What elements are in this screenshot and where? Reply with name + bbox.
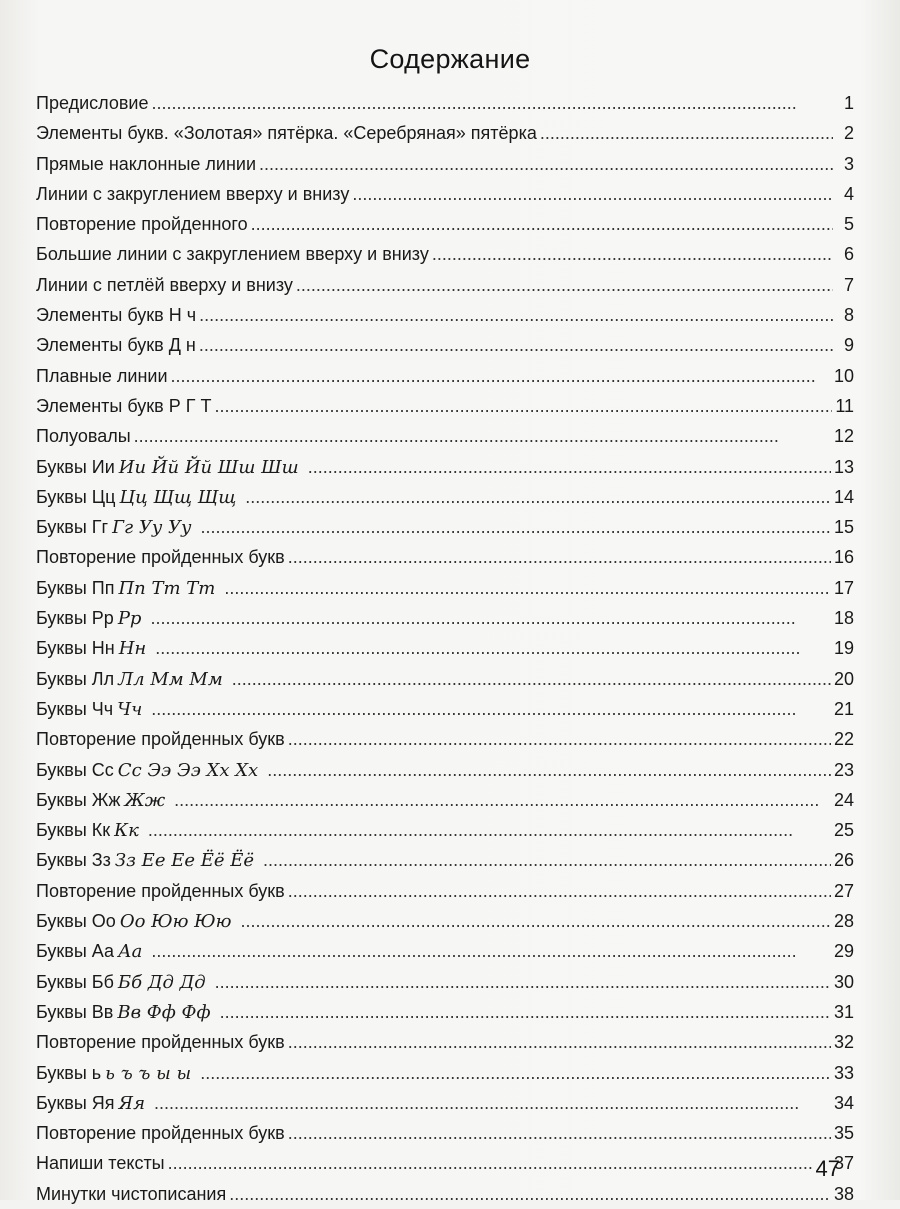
toc-entry-page: 28 [833,911,854,932]
toc-entry-title: Буквы Цц [36,486,116,507]
toc-entry-script-letters: Рр [117,608,142,630]
page-title: Содержание [369,44,531,74]
toc-entry [36,845,854,875]
toc-entry-title: Элементы букв. «Золотая» пятёрка. «Серебряная» пятёрка [36,123,537,144]
toc-entry-page: 5 [843,214,854,235]
toc-entry-page: 2 [843,123,854,144]
toc-entry-title: Буквы Жж [36,789,121,810]
toc-dot-leader [296,270,833,300]
toc-dot-leader [540,118,833,148]
toc-dot-leader [200,512,831,542]
toc-entry-title: Большие линии с закруглением вверху и внизу [36,244,429,265]
toc-entry [36,664,854,694]
toc-dot-leader [232,664,831,694]
toc-entry-title: Повторение пройденных букв [36,880,285,901]
toc-entry-title: Элементы букв Д н [36,335,196,356]
toc-entry [36,724,854,754]
toc-entry-page: 16 [833,547,854,568]
toc-entry [36,1027,854,1057]
toc-entry-page: 19 [833,638,854,659]
toc-dot-leader [214,391,832,421]
toc-entry-page: 12 [833,426,854,447]
toc-entry-page: 24 [833,789,854,810]
toc-entry-page: 14 [833,486,854,507]
toc-entry-page: 26 [833,850,854,871]
toc-entry [36,1088,854,1118]
toc-dot-leader [171,361,831,391]
toc-entry-script-letters: Нн [118,638,147,660]
toc-entry-title: Буквы Чч [36,698,114,719]
toc-entry [36,118,854,148]
toc-entry [36,1118,854,1148]
toc-dot-leader [288,542,831,572]
toc-entry-page: 23 [833,759,854,780]
toc-entry-page: 17 [833,577,854,598]
toc-entry [36,906,854,936]
toc-entry [36,815,854,845]
toc-entry-title: Повторение пройденных букв [36,1123,285,1144]
toc-entry [36,88,854,118]
toc-entry-title: Повторение пройденных букв [36,729,285,750]
toc-entry-page: 35 [833,1123,854,1144]
toc-entry-page: 8 [843,305,854,326]
toc-dot-leader [220,997,831,1027]
toc-entry-page: 7 [843,274,854,295]
toc-entry [36,512,854,542]
toc-entry [36,997,854,1027]
toc-dot-leader [199,300,833,330]
toc-dot-leader [245,482,831,512]
toc-entry-page: 38 [833,1183,854,1204]
toc-entry-title: Буквы Бб [36,971,114,992]
toc-entry-title: Повторение пройденных букв [36,1032,285,1053]
toc-dot-leader [224,573,831,603]
toc-dot-leader [308,452,831,482]
toc-entry-title: Буквы Оо [36,911,116,932]
toc-entry-page: 18 [833,608,854,629]
toc-entry-title: Буквы Лл [36,668,115,689]
toc-dot-leader [134,421,831,451]
toc-entry-page: 34 [833,1092,854,1113]
toc-entry-title: Напиши тексты [36,1153,165,1174]
toc-entry [36,573,854,603]
toc-dot-leader [215,967,831,997]
toc-entry [36,633,854,663]
toc-entry [36,936,854,966]
toc-dot-leader [251,209,833,239]
toc-entry-page: 11 [835,395,854,416]
toc-entry-script-letters: Жж [124,789,166,811]
toc-entry [36,149,854,179]
toc-entry-page: 6 [843,244,854,265]
toc-entry-page: 9 [843,335,854,356]
toc-dot-leader [288,1118,831,1148]
toc-entry-title: Буквы Рр [36,608,114,629]
toc-dot-leader [150,603,831,633]
toc-entry-title: Буквы Вв [36,1001,114,1022]
toc-entry [36,1148,854,1178]
toc-entry-page: 13 [833,456,854,477]
toc-entry [36,1179,854,1209]
toc-dot-leader [259,149,833,179]
toc-entry-page: 21 [833,698,854,719]
toc-entry-script-letters: Чч [117,698,143,720]
toc-entry-title: Линии с петлёй вверху и внизу [36,274,293,295]
toc-entry-page: 4 [843,183,854,204]
toc-dot-leader [151,694,831,724]
page-number: 47 [815,1156,840,1181]
toc-entry-title: Повторение пройденных букв [36,547,285,568]
toc-entry-page: 27 [833,880,854,901]
toc-dot-leader [263,845,831,875]
toc-entry-title: Буквы ь [36,1062,102,1083]
toc-entry [36,482,854,512]
toc-entry-script-letters: Сс Ээ Ээ Хх Хх [117,759,259,781]
toc-entry [36,391,854,421]
toc-entry [36,452,854,482]
toc-dot-leader [148,815,831,845]
toc-entry-script-letters: Кк [114,820,139,842]
toc-entry [36,694,854,724]
toc-dot-leader [288,1027,831,1057]
toc-dot-leader [154,1088,831,1118]
toc-entry-script-letters: Зз Ее Ее Ёё Ёё [114,850,255,872]
toc-entry-page: 1 [843,93,854,113]
toc-entry-page: 20 [833,668,854,689]
toc-entry-title: Буквы Яя [36,1092,115,1113]
toc-entry [36,239,854,269]
toc-entry-title: Буквы Кк [36,820,111,841]
toc-dot-leader [168,1148,831,1178]
table-of-contents [36,88,854,1209]
toc-entry [36,209,854,239]
toc-dot-leader [432,239,833,269]
toc-entry-title: Буквы Аа [36,941,115,962]
toc-entry [36,603,854,633]
toc-entry-script-letters: Гг Уу Уу [112,517,192,539]
toc-entry [36,785,854,815]
toc-entry-page: 33 [833,1062,854,1083]
toc-dot-leader [200,1058,831,1088]
toc-dot-leader [288,876,831,906]
toc-dot-leader [288,724,831,754]
toc-entry [36,300,854,330]
toc-entry-script-letters: Яя [118,1092,146,1114]
toc-entry-title: Предисловие [36,93,149,113]
toc-entry-title: Буквы Зз [36,850,111,871]
toc-entry [36,755,854,785]
toc-entry-title: Буквы Нн [36,638,115,659]
toc-dot-leader [155,633,831,663]
toc-entry-page: 32 [833,1032,854,1053]
toc-entry [36,270,854,300]
toc-dot-leader [241,906,831,936]
toc-entry-script-letters: Ии Йй Йй Шш Шш [118,456,299,478]
toc-dot-leader [151,88,833,118]
toc-entry-title: Элементы букв Н ч [36,305,197,326]
toc-entry-page: 25 [833,820,854,841]
toc-entry-script-letters: Бб Дд Дд [117,971,206,993]
toc-entry-title: Полуовалы [36,426,131,447]
toc-entry [36,967,854,997]
toc-dot-leader [352,179,833,209]
toc-entry-script-letters: Цц Щщ Щщ [119,486,237,508]
toc-dot-leader [174,785,831,815]
toc-entry-page: 15 [833,517,854,538]
toc-entry [36,1058,854,1088]
toc-entry-title: Буквы Сс [36,759,114,780]
toc-entry-title: Линии с закруглением вверху и внизу [36,183,350,204]
toc-entry [36,421,854,451]
toc-entry [36,876,854,906]
toc-entry-title: Плавные линии [36,365,168,386]
toc-entry-title: Элементы букв Р Г Т [36,395,212,416]
toc-entry-page: 10 [833,365,854,386]
toc-entry-page: 29 [833,941,854,962]
toc-entry-page: 37 [833,1153,854,1174]
toc-entry-script-letters: ь ъ ъ ы ы [105,1062,192,1084]
toc-entry-page: 30 [833,971,854,992]
toc-entry-page: 3 [843,153,854,174]
toc-entry-script-letters: Оо Юю Юю [119,911,232,933]
toc-entry [36,330,854,360]
toc-entry-script-letters: Аа [118,941,143,963]
toc-entry-title: Буквы Пп [36,577,115,598]
toc-entry-title: Повторение пройденного [36,214,248,235]
toc-entry-script-letters: Пп Тт Тт [118,577,216,599]
toc-entry [36,179,854,209]
toc-dot-leader [229,1179,831,1209]
toc-entry-title: Буквы Ии [36,456,115,477]
toc-entry-script-letters: Лл Мм Мм [118,668,223,690]
toc-entry-title: Минутки чистописания [36,1183,227,1204]
toc-entry-page: 31 [833,1001,854,1022]
toc-entry [36,542,854,572]
toc-dot-leader [267,755,831,785]
toc-dot-leader [151,936,831,966]
toc-entry-page: 22 [833,729,854,750]
toc-entry-title: Прямые наклонные линии [36,153,256,174]
toc-entry [36,361,854,391]
toc-entry-script-letters: Вв Фф Фф [117,1001,211,1023]
toc-entry-title: Буквы Гг [36,517,109,538]
toc-dot-leader [199,330,833,360]
